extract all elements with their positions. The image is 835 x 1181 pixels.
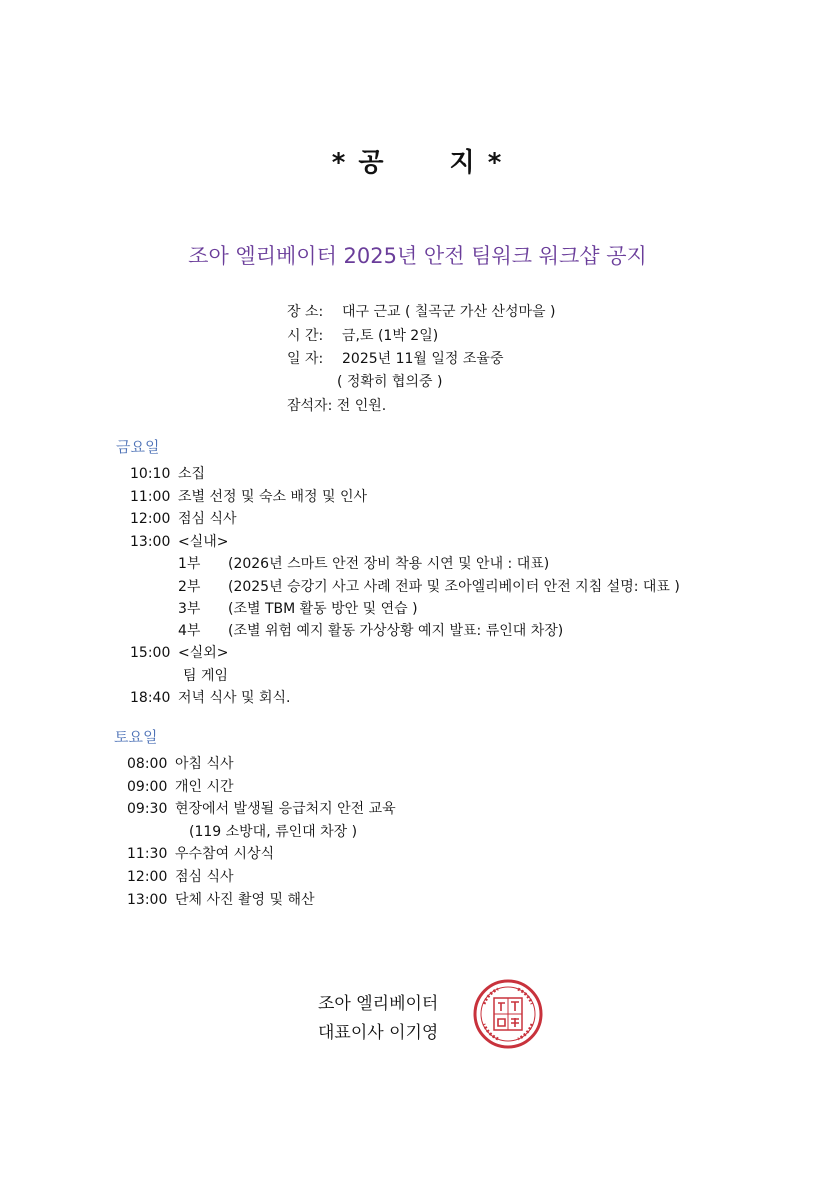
schedule-time: 12:00: [127, 869, 168, 885]
session-part: 1부: [178, 556, 201, 572]
session-text: (2025년 승강기 사고 사례 전파 및 조아엘리베이터 안전 지침 설명: 대표 ): [228, 579, 680, 595]
friday-heading: 금요일: [116, 438, 160, 456]
info-time: [287, 325, 438, 345]
schedule-text: 점심 식사: [175, 869, 234, 885]
outdoor-activity: 팀 게임: [183, 668, 229, 684]
schedule-text: 점심 식사: [178, 511, 237, 527]
schedule-row: [130, 508, 237, 528]
attendee-value: 전 인원.: [336, 398, 387, 414]
info-place: [287, 301, 555, 321]
saturday-heading: 토요일: [114, 728, 158, 746]
schedule-text: 아침 식사: [175, 756, 234, 772]
schedule-text: <실외>: [178, 645, 229, 661]
schedule-time: 10:10: [130, 466, 171, 482]
attendee-label: 잠석자:: [287, 398, 333, 414]
schedule-time: 13:00: [130, 534, 171, 550]
schedule-time: 18:40: [130, 690, 171, 706]
subtitle: 조아 엘리베이터 2025년 안전 팀워크 워크샵 공지: [188, 244, 647, 268]
session-row: [178, 576, 680, 596]
schedule-row: [127, 776, 234, 796]
session-text: (조별 위험 예지 활동 가상상황 예지 발표: 류인대 차장): [228, 623, 564, 639]
info-attendee: [287, 395, 386, 415]
schedule-time: 09:30: [127, 801, 168, 817]
schedule-text: 소집: [178, 466, 206, 482]
session-text: (2026년 스마트 안전 장비 착용 시연 및 안내 : 대표): [228, 556, 550, 572]
schedule-text: 저녁 식사 및 회식.: [178, 690, 291, 706]
title-char-1: 공: [358, 148, 386, 178]
schedule-text: 개인 시간: [175, 779, 234, 795]
ceo-name: 대표이사 이기영: [318, 1023, 439, 1043]
company-seal-stamp: [472, 978, 544, 1050]
schedule-time: 08:00: [127, 756, 168, 772]
time-label: 시 간:: [287, 328, 324, 344]
place-label: 장 소:: [287, 304, 324, 320]
schedule-row: [130, 463, 205, 483]
place-value: 대구 근교 ( 칠곡군 가산 산성마을 ): [342, 304, 556, 320]
date-note: ( 정확히 협의중 ): [337, 374, 443, 390]
title-char-2: 지: [449, 148, 477, 178]
schedule-row: [127, 798, 396, 818]
schedule-row: [130, 687, 290, 707]
title-star-right: *: [487, 148, 504, 178]
schedule-time: 12:00: [130, 511, 171, 527]
session-row: [178, 620, 563, 640]
schedule-text: <실내>: [178, 534, 229, 550]
schedule-time: 13:00: [127, 892, 168, 908]
date-label: 일 자:: [287, 351, 324, 367]
schedule-text: 단체 사진 촬영 및 해산: [175, 892, 315, 908]
schedule-row: [130, 531, 229, 551]
schedule-row: [127, 889, 315, 909]
schedule-row: [130, 486, 367, 506]
schedule-text: 현장에서 발생될 응급처지 안전 교육: [175, 801, 396, 817]
company-name: 조아 엘리베이터: [318, 994, 439, 1014]
schedule-time: 11:30: [127, 846, 168, 862]
session-row: [178, 553, 549, 573]
schedule-text: 우수참여 시상식: [175, 846, 275, 862]
session-part: 3부: [178, 601, 201, 617]
notice-title: [0, 142, 835, 179]
date-value: 2025년 11월 일정 조율중: [342, 351, 504, 367]
session-part: 4부: [178, 623, 201, 639]
info-date: [287, 348, 503, 368]
session-part: 2부: [178, 579, 201, 595]
schedule-row: [127, 866, 234, 886]
schedule-note: (119 소방대, 류인대 차장 ): [189, 824, 358, 840]
title-star-left: *: [331, 148, 348, 178]
time-value: 금,토 (1박 2일): [342, 328, 439, 344]
schedule-time: 15:00: [130, 645, 171, 661]
schedule-time: 09:00: [127, 779, 168, 795]
schedule-row: [127, 843, 274, 863]
schedule-text: 조별 선정 및 숙소 배정 및 인사: [178, 489, 367, 505]
schedule-row: [130, 642, 229, 662]
session-text: (조별 TBM 활동 방안 및 연습 ): [228, 601, 418, 617]
schedule-row: [127, 753, 234, 773]
schedule-time: 11:00: [130, 489, 171, 505]
session-row: [178, 598, 418, 618]
